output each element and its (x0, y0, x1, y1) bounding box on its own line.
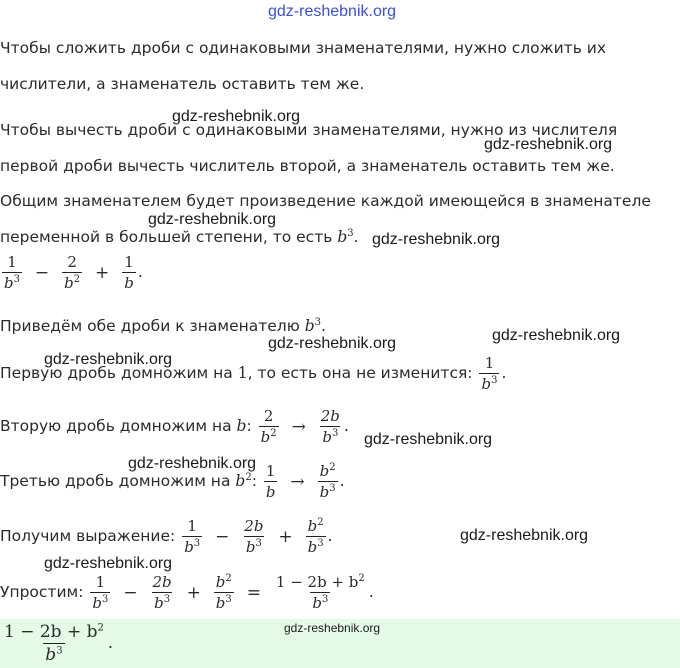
watermark: gdz-reshebnik.org (44, 555, 173, 572)
fraction: $\frac{2}{b^2}$ (64, 253, 81, 292)
watermark: gdz-reshebnik.org (172, 108, 301, 125)
math-expression: $\frac{1}{b^3}$ − $\frac{2}{b^2}$ + $\frac{1}{b}$ . (4, 253, 143, 292)
fraction: $\frac{b^2}{b^3}$ (319, 462, 336, 501)
watermark: gdz-reshebnik.org (148, 211, 277, 228)
fraction: $\frac{1}{b^3}$ (4, 253, 20, 292)
fraction: $\frac{1}{b}$ (124, 253, 134, 292)
math-var: b (337, 228, 348, 246)
watermark: gdz-reshebnik.org (44, 351, 173, 368)
watermark: gdz-reshebnik.org (484, 136, 613, 153)
text-line (0, 228, 359, 246)
text-line: числители, а знаменатель оставить тем же. (0, 75, 365, 93)
text-line: Третью дробь домножим на $b^2$: $\frac{1}{b}$ → $\frac{b^2}{b^3}$ . (0, 462, 345, 501)
text-line: Чтобы вычесть дроби с одинаковыми знаменателями, нужно из числителя (0, 121, 618, 139)
text-line: Чтобы сложить дроби с одинаковыми знаменателями, нужно сложить их (0, 39, 607, 57)
text-line: Получим выражение: $\frac{1}{b^3}$ − $\frac{2b}{b^3}$ + $\frac{b^2}{b^3}$ . (0, 517, 333, 556)
fraction: $\frac{2b}{b^3}$ (152, 573, 172, 612)
fraction: $\frac{2b}{b^3}$ (244, 517, 264, 556)
watermark: gdz-reshebnik.org (268, 335, 397, 352)
fraction: $\frac{1 - 2b + b^2}{b^3}$ (275, 573, 365, 612)
watermark: gdz-reshebnik.org (492, 327, 621, 344)
text-line: Общим знаменателем будет произведение каждой имеющейся в знаменателе (0, 192, 651, 210)
fraction: $\frac{2}{b^2}$ (260, 407, 277, 446)
fraction: $\frac{b^2}{b^3}$ (215, 573, 232, 612)
watermark[interactable]: gdz-reshebnik.org (268, 3, 397, 20)
answer-expression: $\frac{1 - 2b + b^2}{b^3}$ . (4, 622, 113, 665)
text-line: Упростим: $\frac{1}{b^3}$ − $\frac{2b}{b^3}$ + $\frac{b^2}{b^3}$ = $\frac{1 - 2b + b^2}{b^3}$ . (0, 573, 374, 612)
fraction: $\frac{b^2}{b^3}$ (307, 517, 324, 556)
watermark: gdz-reshebnik.org (372, 231, 501, 248)
fraction: $\frac{1}{b}$ (265, 462, 276, 501)
watermark: gdz-reshebnik.org (460, 527, 589, 544)
text-span: переменной в большей степени, то есть (0, 228, 333, 246)
text-line: Вторую дробь домножим на b: $\frac{2}{b^2}$ → $\frac{2b}{b^3}$ . (0, 407, 349, 446)
math-exp: 3 (347, 227, 354, 239)
text-line: Приведём обе дроби к знаменателю $b^3$. (0, 316, 326, 335)
watermark: gdz-reshebnik.org (364, 431, 493, 448)
text-line: Первую дробь домножим на 1, то есть она не изменится: $\frac{1}{b^3}$ . (0, 354, 507, 393)
math-period: . (353, 228, 359, 246)
text-line: первой дроби вычесть числитель второй, а знаменатель оставить тем же. (0, 157, 615, 175)
watermark: gdz-reshebnik.org (284, 621, 381, 635)
fraction: $\frac{1}{b^3}$ (92, 573, 109, 612)
fraction: $\frac{1}{b^3}$ (184, 517, 201, 556)
watermark: gdz-reshebnik.org (128, 455, 257, 472)
answer-block (0, 619, 680, 668)
fraction: $\frac{1 - 2b + b^2}{b^3}$ (4, 622, 104, 665)
fraction: $\frac{1}{b^3}$ (481, 354, 498, 393)
fraction: $\frac{2b}{b^3}$ (320, 407, 340, 446)
